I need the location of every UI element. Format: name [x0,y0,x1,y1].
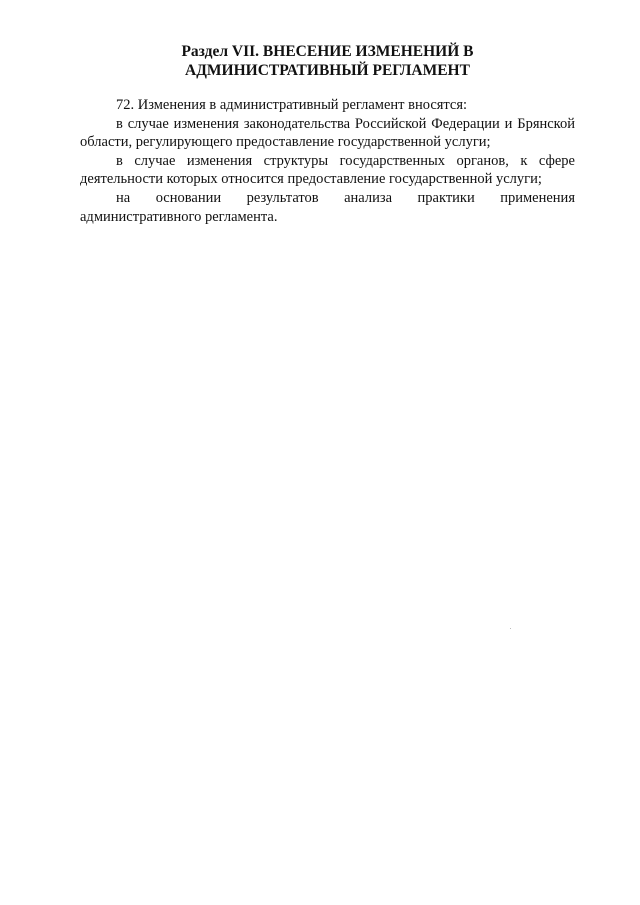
paragraph-analysis-results: на основании результатов анализа практики применения административного регламента. [80,189,575,225]
section-heading [80,42,575,80]
paragraph-legislation-change: в случае изменения законодательства Российской Федерации и Брянской области, регулирующего предоставление государственной услуги; [80,115,575,151]
paragraph-structure-change: в случае изменения структуры государственных органов, к сфере деятельности которых относится предоставление государственной услуги; [80,152,575,188]
section-title-line-1: Раздел VII. ВНЕСЕНИЕ ИЗМЕНЕНИЙ В [181,43,474,60]
scan-speck [510,628,511,629]
section-body [80,96,575,226]
section-title-line-2: АДМИНИСТРАТИВНЫЙ РЕГЛАМЕНТ [185,62,470,79]
paragraph-72-intro: 72. Изменения в административный регламент вносятся: [116,97,468,113]
